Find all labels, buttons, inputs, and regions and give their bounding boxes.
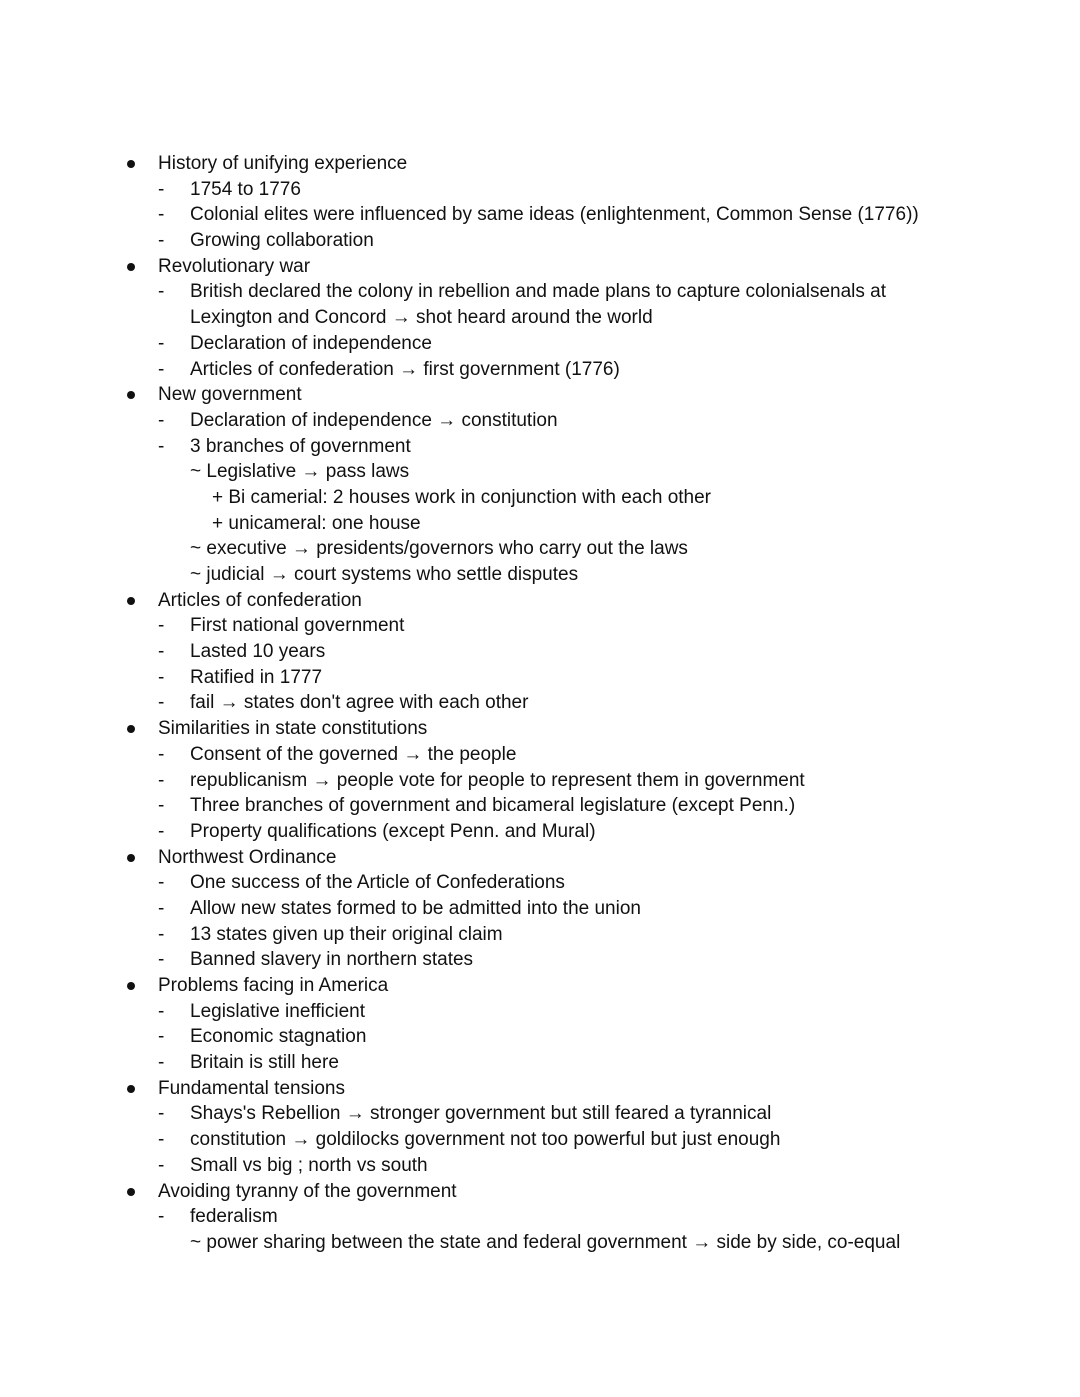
note-line	[0, 742, 1080, 768]
note-text: Economic stagnation	[190, 1026, 367, 1048]
note-text: Consent of the governed → the people	[190, 743, 517, 765]
note-line	[0, 1153, 1080, 1179]
note-line	[0, 305, 1080, 331]
dash-marker: -	[158, 230, 165, 252]
note-line	[0, 151, 1080, 177]
note-text: + Bi camerial: 2 houses work in conjunction with each other	[212, 486, 712, 508]
note-text: 1754 to 1776	[190, 178, 301, 200]
bullet-icon	[127, 597, 135, 605]
note-text: republicanism → people vote for people to represent them in government	[190, 769, 805, 791]
note-text: Declaration of independence → constitution	[190, 409, 558, 431]
note-line	[0, 1204, 1080, 1230]
note-text: History of unifying experience	[158, 153, 408, 174]
note-line	[0, 228, 1080, 254]
dash-marker: -	[158, 1206, 165, 1228]
note-line	[0, 922, 1080, 948]
dash-marker: -	[158, 1154, 165, 1176]
note-text: Ratified in 1777	[190, 666, 323, 688]
dash-marker: -	[158, 666, 165, 688]
dash-marker: -	[158, 358, 165, 380]
bullet-icon	[127, 854, 135, 862]
note-line	[0, 639, 1080, 665]
note-text: federalism	[190, 1206, 278, 1228]
note-text: fail → states don't agree with each other	[190, 692, 529, 714]
bullet-icon	[127, 391, 135, 399]
dash-marker: -	[158, 769, 165, 791]
note-line	[0, 690, 1080, 716]
note-text: Britain is still here	[190, 1052, 339, 1074]
dash-marker: -	[158, 897, 165, 919]
note-text: 13 states given up their original claim	[190, 923, 503, 945]
note-line	[0, 1101, 1080, 1127]
bullet-icon	[127, 982, 135, 990]
note-line	[0, 459, 1080, 485]
dash-marker: -	[158, 949, 165, 971]
note-line	[0, 845, 1080, 871]
bullet-icon	[127, 1188, 135, 1196]
note-line	[0, 1179, 1080, 1205]
note-text: Lexington and Concord → shot heard around the world	[190, 307, 653, 329]
dash-marker: -	[158, 820, 165, 842]
notes-list	[0, 151, 1080, 1256]
note-text: Northwest Ordinance	[158, 846, 337, 868]
bullet-icon	[127, 263, 135, 271]
note-line	[0, 1230, 1080, 1256]
note-line	[0, 793, 1080, 819]
dash-marker: -	[158, 332, 165, 354]
dash-marker: -	[158, 281, 165, 303]
note-line	[0, 536, 1080, 562]
note-line	[0, 1050, 1080, 1076]
note-text: Avoiding tyranny of the government	[158, 1180, 457, 1202]
note-line	[0, 613, 1080, 639]
dash-marker: -	[158, 641, 165, 663]
note-line	[0, 177, 1080, 203]
note-text: ~ power sharing between the state and federal government → side by side, co-equal	[190, 1231, 901, 1253]
note-line	[0, 1076, 1080, 1102]
note-line	[0, 382, 1080, 408]
note-text: Allow new states formed to be admitted into the union	[190, 897, 641, 919]
note-line	[0, 202, 1080, 228]
note-text: Legislative inefficient	[190, 1000, 365, 1022]
dash-marker: -	[158, 435, 165, 457]
note-line	[0, 999, 1080, 1025]
dash-marker: -	[158, 1026, 165, 1048]
dash-marker: -	[158, 923, 165, 945]
dash-marker: -	[158, 692, 165, 714]
note-line	[0, 408, 1080, 434]
dash-marker: -	[158, 615, 165, 637]
note-line	[0, 896, 1080, 922]
note-line	[0, 511, 1080, 537]
dash-marker: -	[158, 1000, 165, 1022]
note-text: Fundamental tensions	[158, 1077, 345, 1099]
note-text: Property qualifications (except Penn. and Mural)	[190, 820, 596, 842]
note-line	[0, 819, 1080, 845]
note-line	[0, 973, 1080, 999]
note-line	[0, 562, 1080, 588]
note-text: One success of the Article of Confederations	[190, 872, 565, 894]
note-text: Small vs big ; north vs south	[190, 1154, 428, 1176]
bullet-icon	[127, 725, 135, 733]
note-text: British declared the colony in rebellion and made plans to capture colonialsenals at	[190, 281, 887, 303]
note-text: Declaration of independence	[190, 332, 432, 354]
note-line	[0, 279, 1080, 305]
note-text: ~ Legislative → pass laws	[190, 461, 410, 483]
bullet-icon	[127, 1085, 135, 1093]
note-text: Problems facing in America	[158, 975, 389, 996]
dash-marker: -	[158, 178, 165, 200]
note-text: Colonial elites were influenced by same ideas (enlightenment, Common Sense (1776))	[190, 204, 919, 226]
note-text: ~ executive → presidents/governors who carry out the laws	[190, 538, 688, 560]
note-line	[0, 665, 1080, 691]
note-text: 3 branches of government	[190, 435, 411, 457]
note-text: Revolutionary war	[158, 255, 311, 277]
note-line	[0, 357, 1080, 383]
note-line	[0, 870, 1080, 896]
note-text: ~ judicial → court systems who settle disputes	[190, 564, 579, 585]
note-text: Similarities in state constitutions	[158, 718, 428, 740]
note-line	[0, 331, 1080, 357]
dash-marker: -	[158, 1052, 165, 1074]
note-line	[0, 254, 1080, 280]
note-text: Articles of confederation	[158, 589, 362, 611]
dash-marker: -	[158, 204, 165, 226]
note-line	[0, 1127, 1080, 1153]
note-line	[0, 485, 1080, 511]
note-line	[0, 716, 1080, 742]
note-text: Shays's Rebellion → stronger government but still feared a tyrannical	[190, 1103, 772, 1125]
note-text: Lasted 10 years	[190, 641, 326, 663]
note-line	[0, 947, 1080, 973]
note-text: First national government	[190, 615, 405, 637]
note-line	[0, 588, 1080, 614]
dash-marker: -	[158, 1129, 165, 1151]
note-text: + unicameral: one house	[212, 512, 421, 534]
note-text: constitution → goldilocks government not too powerful but just enough	[190, 1129, 781, 1151]
dash-marker: -	[158, 743, 165, 765]
note-text: Growing collaboration	[190, 230, 374, 252]
dash-marker: -	[158, 409, 165, 431]
note-line	[0, 1024, 1080, 1050]
note-text: New government	[158, 384, 302, 406]
note-text: Three branches of government and bicameral legislature (except Penn.)	[190, 795, 796, 817]
note-line	[0, 434, 1080, 460]
bullet-icon	[127, 160, 135, 168]
dash-marker: -	[158, 872, 165, 894]
dash-marker: -	[158, 1103, 165, 1125]
note-line	[0, 768, 1080, 794]
note-text: Articles of confederation → first government (1776)	[190, 358, 620, 380]
note-text: Banned slavery in northern states	[190, 949, 474, 971]
dash-marker: -	[158, 795, 165, 817]
